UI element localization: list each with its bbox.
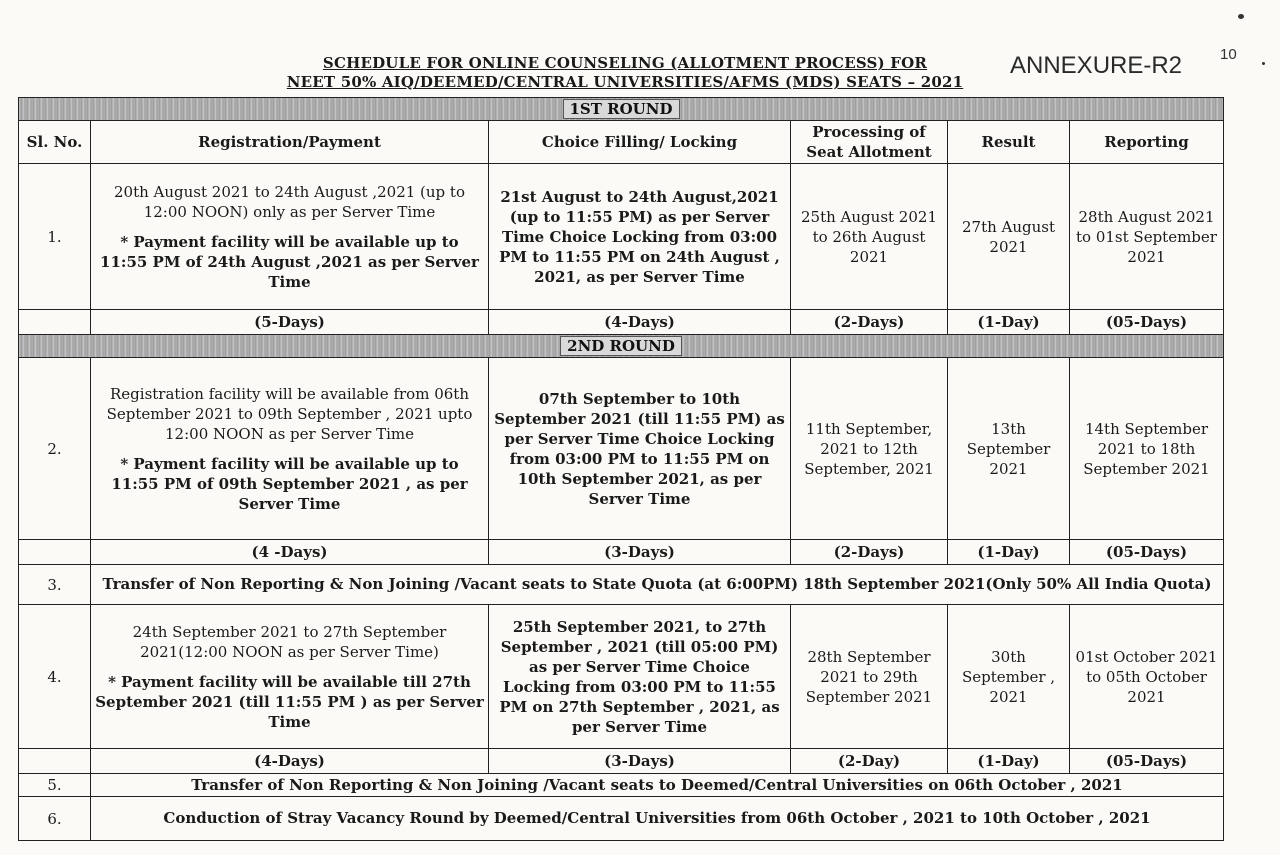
round-2-result: 13th September 2021 — [948, 358, 1070, 540]
round-4-days-processing: (2-Day) — [791, 749, 948, 774]
row-5-text: Transfer of Non Reporting & Non Joining /Vacant seats to Deemed/Central Universities on 06th October , 2021 — [91, 774, 1224, 797]
round-2-label: 2ND ROUND — [560, 336, 682, 356]
schedule-table — [18, 97, 1224, 841]
scan-speck — [1238, 14, 1244, 19]
header-reporting: Reporting — [1070, 121, 1224, 164]
round-1-row — [19, 164, 1224, 310]
table-header-row — [19, 121, 1224, 164]
row-5-deemed-transfer — [19, 774, 1224, 797]
round-4-row — [19, 605, 1224, 749]
title-line-2: NEET 50% AIQ/DEEMED/CENTRAL UNIVERSITIES/AFMS (MDS) SEATS – 2021 — [286, 73, 964, 91]
round-2-days-choice: (3-Days) — [489, 540, 791, 565]
header-registration: Registration/Payment — [91, 121, 489, 164]
round-1-days-reporting: (05-Days) — [1070, 310, 1224, 335]
round-4-registration — [91, 605, 489, 749]
round-1-choice: 21st August to 24th August,2021 (up to 11:55 PM) as per Server Time Choice Locking from 03:00 PM to 11:55 PM on 24th August , 2021, as per Server Time — [489, 164, 791, 310]
page-number: 10 — [1220, 46, 1237, 63]
round-1-duration-row — [19, 310, 1224, 335]
sl-no-6: 6. — [19, 797, 91, 841]
round-2-days-reporting: (05-Days) — [1070, 540, 1224, 565]
row-3-text: Transfer of Non Reporting & Non Joining /Vacant seats to State Quota (at 6:00PM) 18th September 2021(Only 50% All India Quota) — [91, 565, 1224, 605]
header-processing: Processing of Seat Allotment — [791, 121, 948, 164]
round-1-banner — [19, 98, 1224, 121]
round-4-days-result: (1-Day) — [948, 749, 1070, 774]
round-4-registration-text: 24th September 2021 to 27th September 2021(12:00 NOON as per Server Time) — [132, 622, 447, 661]
round-4-reporting: 01st October 2021 to 05th October 2021 — [1070, 605, 1224, 749]
round-2-processing: 11th September, 2021 to 12th September, 2021 — [791, 358, 948, 540]
round-2-choice: 07th September to 10th September 2021 (till 11:55 PM) as per Server Time Choice Locking from 03:00 PM to 11:55 PM on 10th September 2021, as per Server Time — [489, 358, 791, 540]
sl-no-1: 1. — [19, 164, 91, 310]
round-1-days-processing: (2-Days) — [791, 310, 948, 335]
round-1-registration-text: 20th August 2021 to 24th August ,2021 (up to 12:00 NOON) only as per Server Time — [113, 182, 465, 221]
round-4-processing: 28th September 2021 to 29th September 2021 — [791, 605, 948, 749]
sl-no-4: 4. — [19, 605, 91, 749]
header-choice: Choice Filling/ Locking — [489, 121, 791, 164]
round-4-days-reporting: (05-Days) — [1070, 749, 1224, 774]
round-2-days-registration: (4 -Days) — [91, 540, 489, 565]
round-2-registration — [91, 358, 489, 540]
round-1-payment-note: * Payment facility will be available up to 11:55 PM of 24th August ,2021 as per Server Time — [100, 232, 479, 291]
sl-no-3: 3. — [19, 565, 91, 605]
round-4-duration-row — [19, 749, 1224, 774]
row-6-text: Conduction of Stray Vacancy Round by Deemed/Central Universities from 06th October , 2021 to 10th October , 2021 — [91, 797, 1224, 841]
round-4-payment-note: * Payment facility will be available till 27th September 2021 (till 11:55 PM ) as per Server Time — [95, 672, 484, 731]
header-result: Result — [948, 121, 1070, 164]
sl-no-5: 5. — [19, 774, 91, 797]
round-2-days-processing: (2-Days) — [791, 540, 948, 565]
round-2-banner — [19, 335, 1224, 358]
round-4-result: 30th September , 2021 — [948, 605, 1070, 749]
annexure-label: ANNEXURE-R2 — [1010, 52, 1183, 79]
round-1-days-choice: (4-Days) — [489, 310, 791, 335]
document-title — [250, 54, 1000, 92]
round-1-days-result: (1-Day) — [948, 310, 1070, 335]
round-1-label: 1ST ROUND — [563, 99, 680, 119]
round-2-payment-note: * Payment facility will be available up to 11:55 PM of 09th September 2021 , as per Server Time — [111, 454, 468, 513]
round-1-registration — [91, 164, 489, 310]
round-1-days-registration: (5-Days) — [91, 310, 489, 335]
round-1-result: 27th August 2021 — [948, 164, 1070, 310]
round-2-reporting: 14th September 2021 to 18th September 2021 — [1070, 358, 1224, 540]
round-2-duration-row — [19, 540, 1224, 565]
round-2-row — [19, 358, 1224, 540]
title-line-1: SCHEDULE FOR ONLINE COUNSELING (ALLOTMENT PROCESS) FOR — [322, 54, 928, 72]
sl-no-2: 2. — [19, 358, 91, 540]
scan-speck — [1262, 62, 1265, 65]
row-3-state-quota-transfer — [19, 565, 1224, 605]
row-6-stray-vacancy — [19, 797, 1224, 841]
round-2-registration-text: Registration facility will be available from 06th September 2021 to 09th September , 2021 upto 12:00 NOON as per Server Time — [106, 384, 473, 443]
round-4-days-choice: (3-Days) — [489, 749, 791, 774]
round-4-days-registration: (4-Days) — [91, 749, 489, 774]
header-sl-no: Sl. No. — [19, 121, 91, 164]
round-1-processing: 25th August 2021 to 26th August 2021 — [791, 164, 948, 310]
round-1-reporting: 28th August 2021 to 01st September 2021 — [1070, 164, 1224, 310]
round-4-choice: 25th September 2021, to 27th September , 2021 (till 05:00 PM) as per Server Time Choice Locking from 03:00 PM to 11:55 PM on 27th September , 2021, as per Server Time — [489, 605, 791, 749]
round-2-days-result: (1-Day) — [948, 540, 1070, 565]
